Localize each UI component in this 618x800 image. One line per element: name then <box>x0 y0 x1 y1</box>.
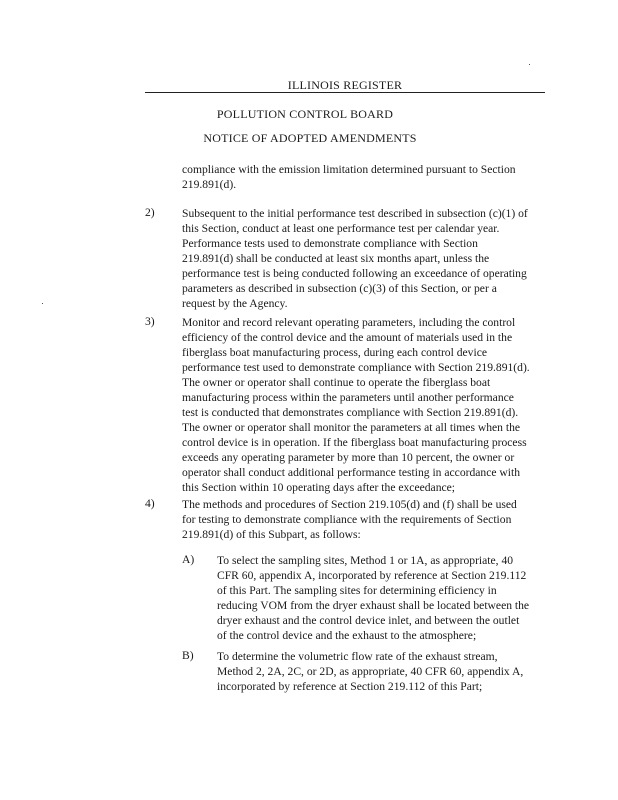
scan-speck <box>42 303 43 304</box>
text-line: incorporated by reference at Section 219.112 of this Part; <box>217 680 483 693</box>
scan-speck <box>529 64 530 65</box>
text-line: this Section within 10 operating days after the exceedance; <box>182 481 456 494</box>
text-line: request by the Agency. <box>182 297 288 310</box>
text-line: manufacturing process within the parameters until another performance <box>182 391 514 404</box>
text-line: Subsequent to the initial performance test described in subsection (c)(1) of <box>182 207 528 220</box>
text-line: reducing VOM from the dryer exhaust shall be located between the <box>217 599 530 612</box>
text-line: efficiency of the control device and the amount of materials used in the <box>182 331 513 344</box>
text-line: To determine the volumetric flow rate of the exhaust stream, <box>217 650 498 663</box>
text-line: 219.891(d). <box>182 178 237 191</box>
text-line: The owner or operator shall continue to operate the fiberglass boat <box>182 376 491 389</box>
notice-title: NOTICE OF ADOPTED AMENDMENTS <box>203 131 417 145</box>
register-title: ILLINOIS REGISTER <box>287 78 403 92</box>
text-line: exceeds any operating parameter by more than 10 percent, the owner or <box>182 451 515 464</box>
item-paragraph <box>182 315 530 495</box>
subitem-paragraph <box>217 553 529 643</box>
continuation-paragraph <box>182 162 516 192</box>
text-line: Monitor and record relevant operating parameters, including the control <box>182 316 516 329</box>
subitem-letter: A) <box>182 553 195 566</box>
text-line: parameters as described in subsection (c)(3) of this Section, or per a <box>182 282 497 295</box>
item-number: 3) <box>145 315 155 328</box>
text-line: The methods and procedures of Section 219.105(d) and (f) shall be used <box>182 498 517 511</box>
text-line: dryer exhaust and the control device inlet, and between the outlet <box>217 614 520 627</box>
text-line: test is conducted that demonstrates compliance with Section 219.891(d). <box>182 406 519 419</box>
text-line: performance test used to demonstrate compliance with Section 219.891(d). <box>182 361 530 374</box>
item-paragraph <box>182 206 528 311</box>
text-line: fiberglass boat manufacturing process, during each control device <box>182 346 487 359</box>
text-line: Method 2, 2A, 2C, or 2D, as appropriate, 40 CFR 60, appendix A, <box>217 665 524 678</box>
text-line: for testing to demonstrate compliance with the requirements of Section <box>182 513 512 526</box>
text-line: CFR 60, appendix A, incorporated by reference at Section 219.112 <box>217 569 527 582</box>
item-number: 2) <box>145 206 155 219</box>
text-line: of this Part. The sampling sites for determining efficiency in <box>217 584 497 597</box>
text-line: Performance tests used to demonstrate compliance with Section <box>182 237 478 250</box>
board-title: POLLUTION CONTROL BOARD <box>216 107 394 121</box>
item-number: 4) <box>145 497 155 510</box>
text-line: To select the sampling sites, Method 1 or 1A, as appropriate, 40 <box>217 554 514 567</box>
text-line: 219.891(d) shall be conducted at least six months apart, unless the <box>182 252 490 265</box>
text-line: of the control device and the exhaust to the atmosphere; <box>217 629 477 642</box>
text-line: this Section, conduct at least one performance test per calendar year. <box>182 222 500 235</box>
item-paragraph <box>182 497 517 542</box>
subitem-paragraph <box>217 649 523 694</box>
text-line: control device is in operation. If the fiberglass boat manufacturing process <box>182 436 527 449</box>
subitem-letter: B) <box>182 649 194 662</box>
header-rule <box>145 92 545 93</box>
text-line: compliance with the emission limitation determined pursuant to Section <box>182 163 516 176</box>
text-line: The owner or operator shall monitor the parameters at all times when the <box>182 421 521 434</box>
text-line: performance test is being conducted following an exceedance of operating <box>182 267 527 280</box>
text-line: 219.891(d) of this Subpart, as follows: <box>182 528 361 541</box>
text-line: operator shall conduct additional performance testing in accordance with <box>182 466 521 479</box>
